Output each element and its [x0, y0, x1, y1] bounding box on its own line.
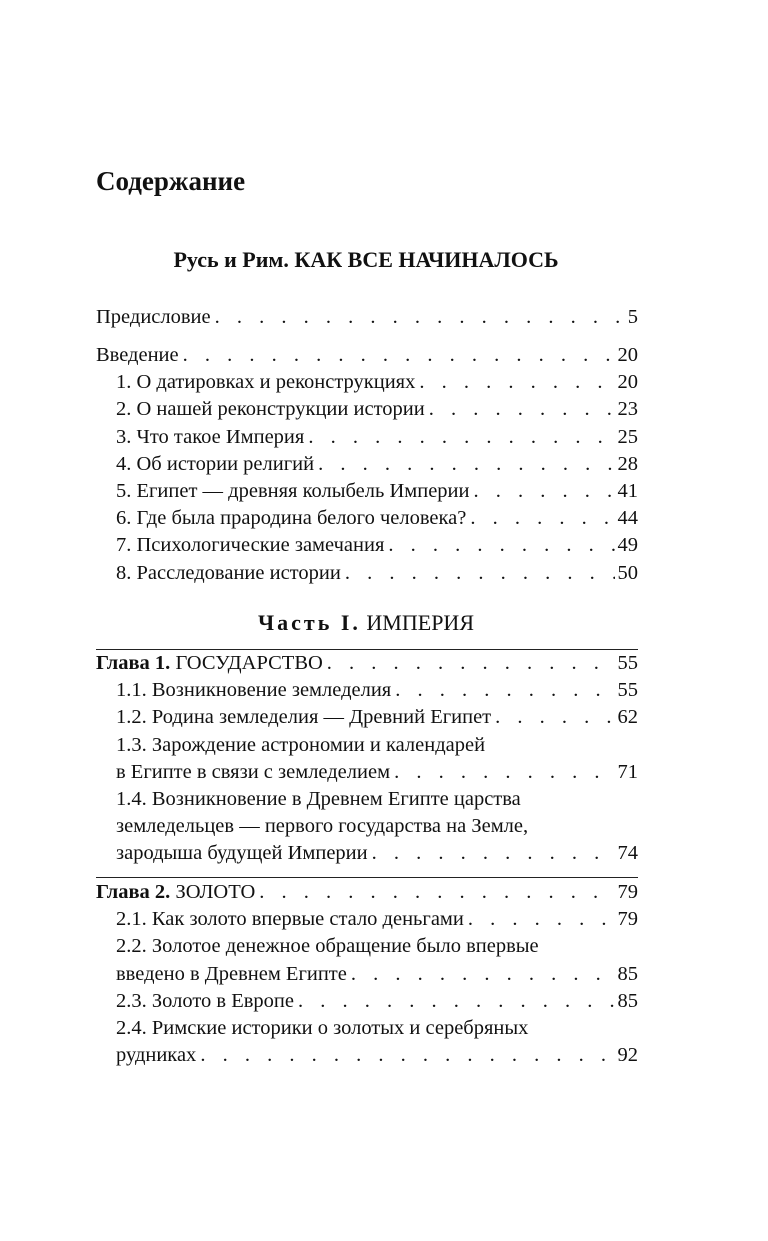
toc-chapter-1: [96, 650, 638, 868]
entry-title: Предисловие: [96, 306, 211, 328]
dot-leader: [259, 879, 614, 906]
dot-leader: [468, 906, 615, 933]
entry-title: Введение: [96, 344, 179, 366]
toc-preface: [96, 304, 638, 331]
dot-leader: [419, 369, 614, 396]
entry-title: земледельцев — первого государства на Земле,: [116, 815, 529, 838]
toc-entry: [96, 961, 638, 988]
dot-leader: [318, 451, 614, 478]
entry-title: 2.3. Золото в Европе: [116, 989, 294, 1012]
entry-page: 25: [617, 425, 638, 448]
toc-entry: [96, 704, 638, 731]
entry-title: [96, 650, 323, 677]
toc-entry: [96, 759, 638, 786]
dot-leader: [345, 560, 615, 587]
dot-leader: [351, 961, 615, 988]
entry-page: 79: [617, 881, 638, 903]
toc-entry: [96, 988, 638, 1015]
entry-page: 85: [617, 989, 638, 1012]
entry-title: 2.2. Золотое денежное обращение было впервые: [116, 935, 539, 958]
part-label: Часть I.: [258, 610, 361, 635]
entry-page: 5: [627, 306, 638, 328]
part-name: ИМПЕРИЯ: [366, 610, 474, 635]
dot-leader: [495, 704, 614, 731]
entry-title: 5. Египет — древняя колыбель Империи: [116, 479, 470, 502]
entry-page: 55: [617, 652, 638, 674]
toc-entry: [96, 677, 638, 704]
entry-title: 2.1. Как золото впервые стало деньгами: [116, 908, 464, 931]
entry-page: 20: [617, 344, 638, 366]
chapter-title: ЗОЛОТО: [175, 881, 256, 903]
entry-title: 1.4. Возникновение в Древнем Египте царства: [116, 787, 521, 810]
dot-leader: [215, 304, 625, 331]
toc-entry: [96, 906, 638, 933]
entry-title: 6. Где была прародина белого человека?: [116, 507, 467, 530]
dot-leader: [372, 840, 615, 867]
entry-page: 50: [617, 561, 638, 584]
dot-leader: [388, 532, 614, 559]
toc-entry: [96, 451, 638, 478]
dot-leader: [308, 424, 614, 451]
entry-title: [96, 879, 255, 906]
chapter-label: Глава 1.: [96, 652, 171, 674]
toc-entry: [96, 396, 638, 423]
entry-title: в Египте в связи с земледелием: [116, 760, 391, 783]
toc-chapter-2: [96, 879, 638, 1069]
entry-page: 71: [617, 760, 638, 783]
entry-page: 85: [617, 962, 638, 985]
toc-entry: [96, 304, 638, 331]
entry-title: 3. Что такое Империя: [116, 425, 305, 448]
entry-title: 4. Об истории религий: [116, 452, 315, 475]
dot-leader: [183, 342, 615, 369]
toc-entry: [96, 424, 638, 451]
book-title: Русь и Рим. КАК ВСЕ НАЧИНАЛОСЬ: [173, 247, 559, 272]
toc-entry: [96, 560, 638, 587]
entry-page: 62: [617, 706, 638, 729]
toc-entry-line: [96, 813, 638, 840]
entry-title: 1.2. Родина земледелия — Древний Египет: [116, 706, 492, 729]
entry-page: 23: [617, 398, 638, 421]
entry-title: 7. Психологические замечания: [116, 534, 385, 557]
dot-leader: [394, 759, 614, 786]
toc-entry-line: [96, 933, 638, 960]
dot-leader: [395, 677, 614, 704]
toc-entry: [96, 505, 638, 532]
entry-title: 2.4. Римские историки о золотых и серебряных: [116, 1016, 529, 1039]
toc-entry-line: [96, 732, 638, 759]
entry-title: 8. Расследование истории: [116, 561, 341, 584]
dot-leader: [470, 505, 614, 532]
dot-leader: [200, 1042, 614, 1069]
section-divider: [96, 877, 638, 878]
dot-leader: [327, 650, 615, 677]
entry-page: 74: [617, 842, 638, 865]
toc-entry: [96, 879, 638, 906]
entry-page: 92: [617, 1044, 638, 1067]
dot-leader: [298, 988, 615, 1015]
entry-title: введено в Древнем Египте: [116, 962, 347, 985]
toc-entry-line: [96, 786, 638, 813]
entry-page: 55: [617, 679, 638, 702]
toc-entry: [96, 650, 638, 677]
toc-entry-line: [96, 1015, 638, 1042]
entry-page: 20: [617, 371, 638, 394]
entry-title: рудниках: [116, 1044, 197, 1067]
entry-title: 2. О нашей реконструкции истории: [116, 398, 425, 421]
toc-introduction: [96, 342, 638, 587]
toc-entry: [96, 478, 638, 505]
entry-title: 1.1. Возникновение земледелия: [116, 679, 392, 702]
entry-page: 79: [617, 908, 638, 931]
toc-entry: [96, 342, 638, 369]
toc-entry: [96, 369, 638, 396]
chapter-title: ГОСУДАРСТВО: [175, 652, 323, 674]
contents-heading: Содержание: [96, 166, 246, 196]
entry-page: 49: [617, 534, 638, 557]
chapter-label: Глава 2.: [96, 881, 171, 903]
entry-page: 44: [617, 507, 638, 530]
entry-title: зародыша будущей Империи: [116, 842, 368, 865]
part-title: [96, 610, 636, 636]
entry-page: 28: [617, 452, 638, 475]
entry-page: 41: [617, 479, 638, 502]
dot-leader: [474, 478, 615, 505]
toc-entry: [96, 532, 638, 559]
dot-leader: [429, 396, 615, 423]
toc-entry: [96, 840, 638, 867]
toc-entry: [96, 1042, 638, 1069]
entry-title: 1. О датировках и реконструкциях: [116, 371, 416, 394]
entry-title: 1.3. Зарождение астрономии и календарей: [116, 733, 486, 756]
